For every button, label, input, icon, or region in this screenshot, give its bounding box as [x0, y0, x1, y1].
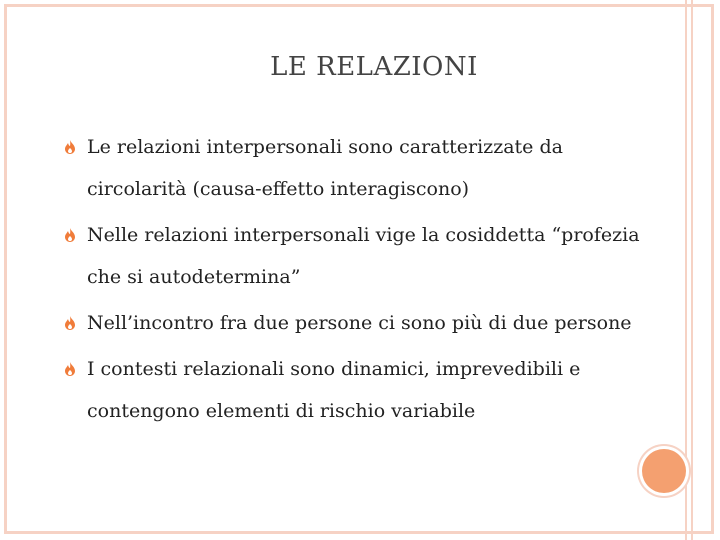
bullet-text: Nell’incontro fra due persone ci sono più di due persone	[87, 312, 632, 334]
bullet-item	[62, 126, 642, 210]
decorative-circle	[642, 449, 686, 493]
bullet-item	[62, 302, 642, 344]
bullet-text: Nelle relazioni interpersonali vige la cosiddetta “profezia che si autodetermina”	[87, 224, 640, 288]
slide-title: LE RELAZIONI	[270, 52, 478, 82]
bullet-text: Le relazioni interpersonali sono caratterizzate da circolarità (causa-effetto interagiscono)	[87, 136, 563, 200]
flame-bullet-icon	[62, 315, 78, 331]
flame-bullet-icon	[62, 139, 78, 155]
flame-bullet-icon	[62, 361, 78, 377]
bullet-item	[62, 348, 642, 432]
bullet-text: I contesti relazionali sono dinamici, imprevedibili e contengono elementi di rischio variabile	[87, 358, 581, 422]
flame-bullet-icon	[62, 227, 78, 243]
bullet-list	[62, 126, 642, 436]
bullet-item	[62, 214, 642, 298]
